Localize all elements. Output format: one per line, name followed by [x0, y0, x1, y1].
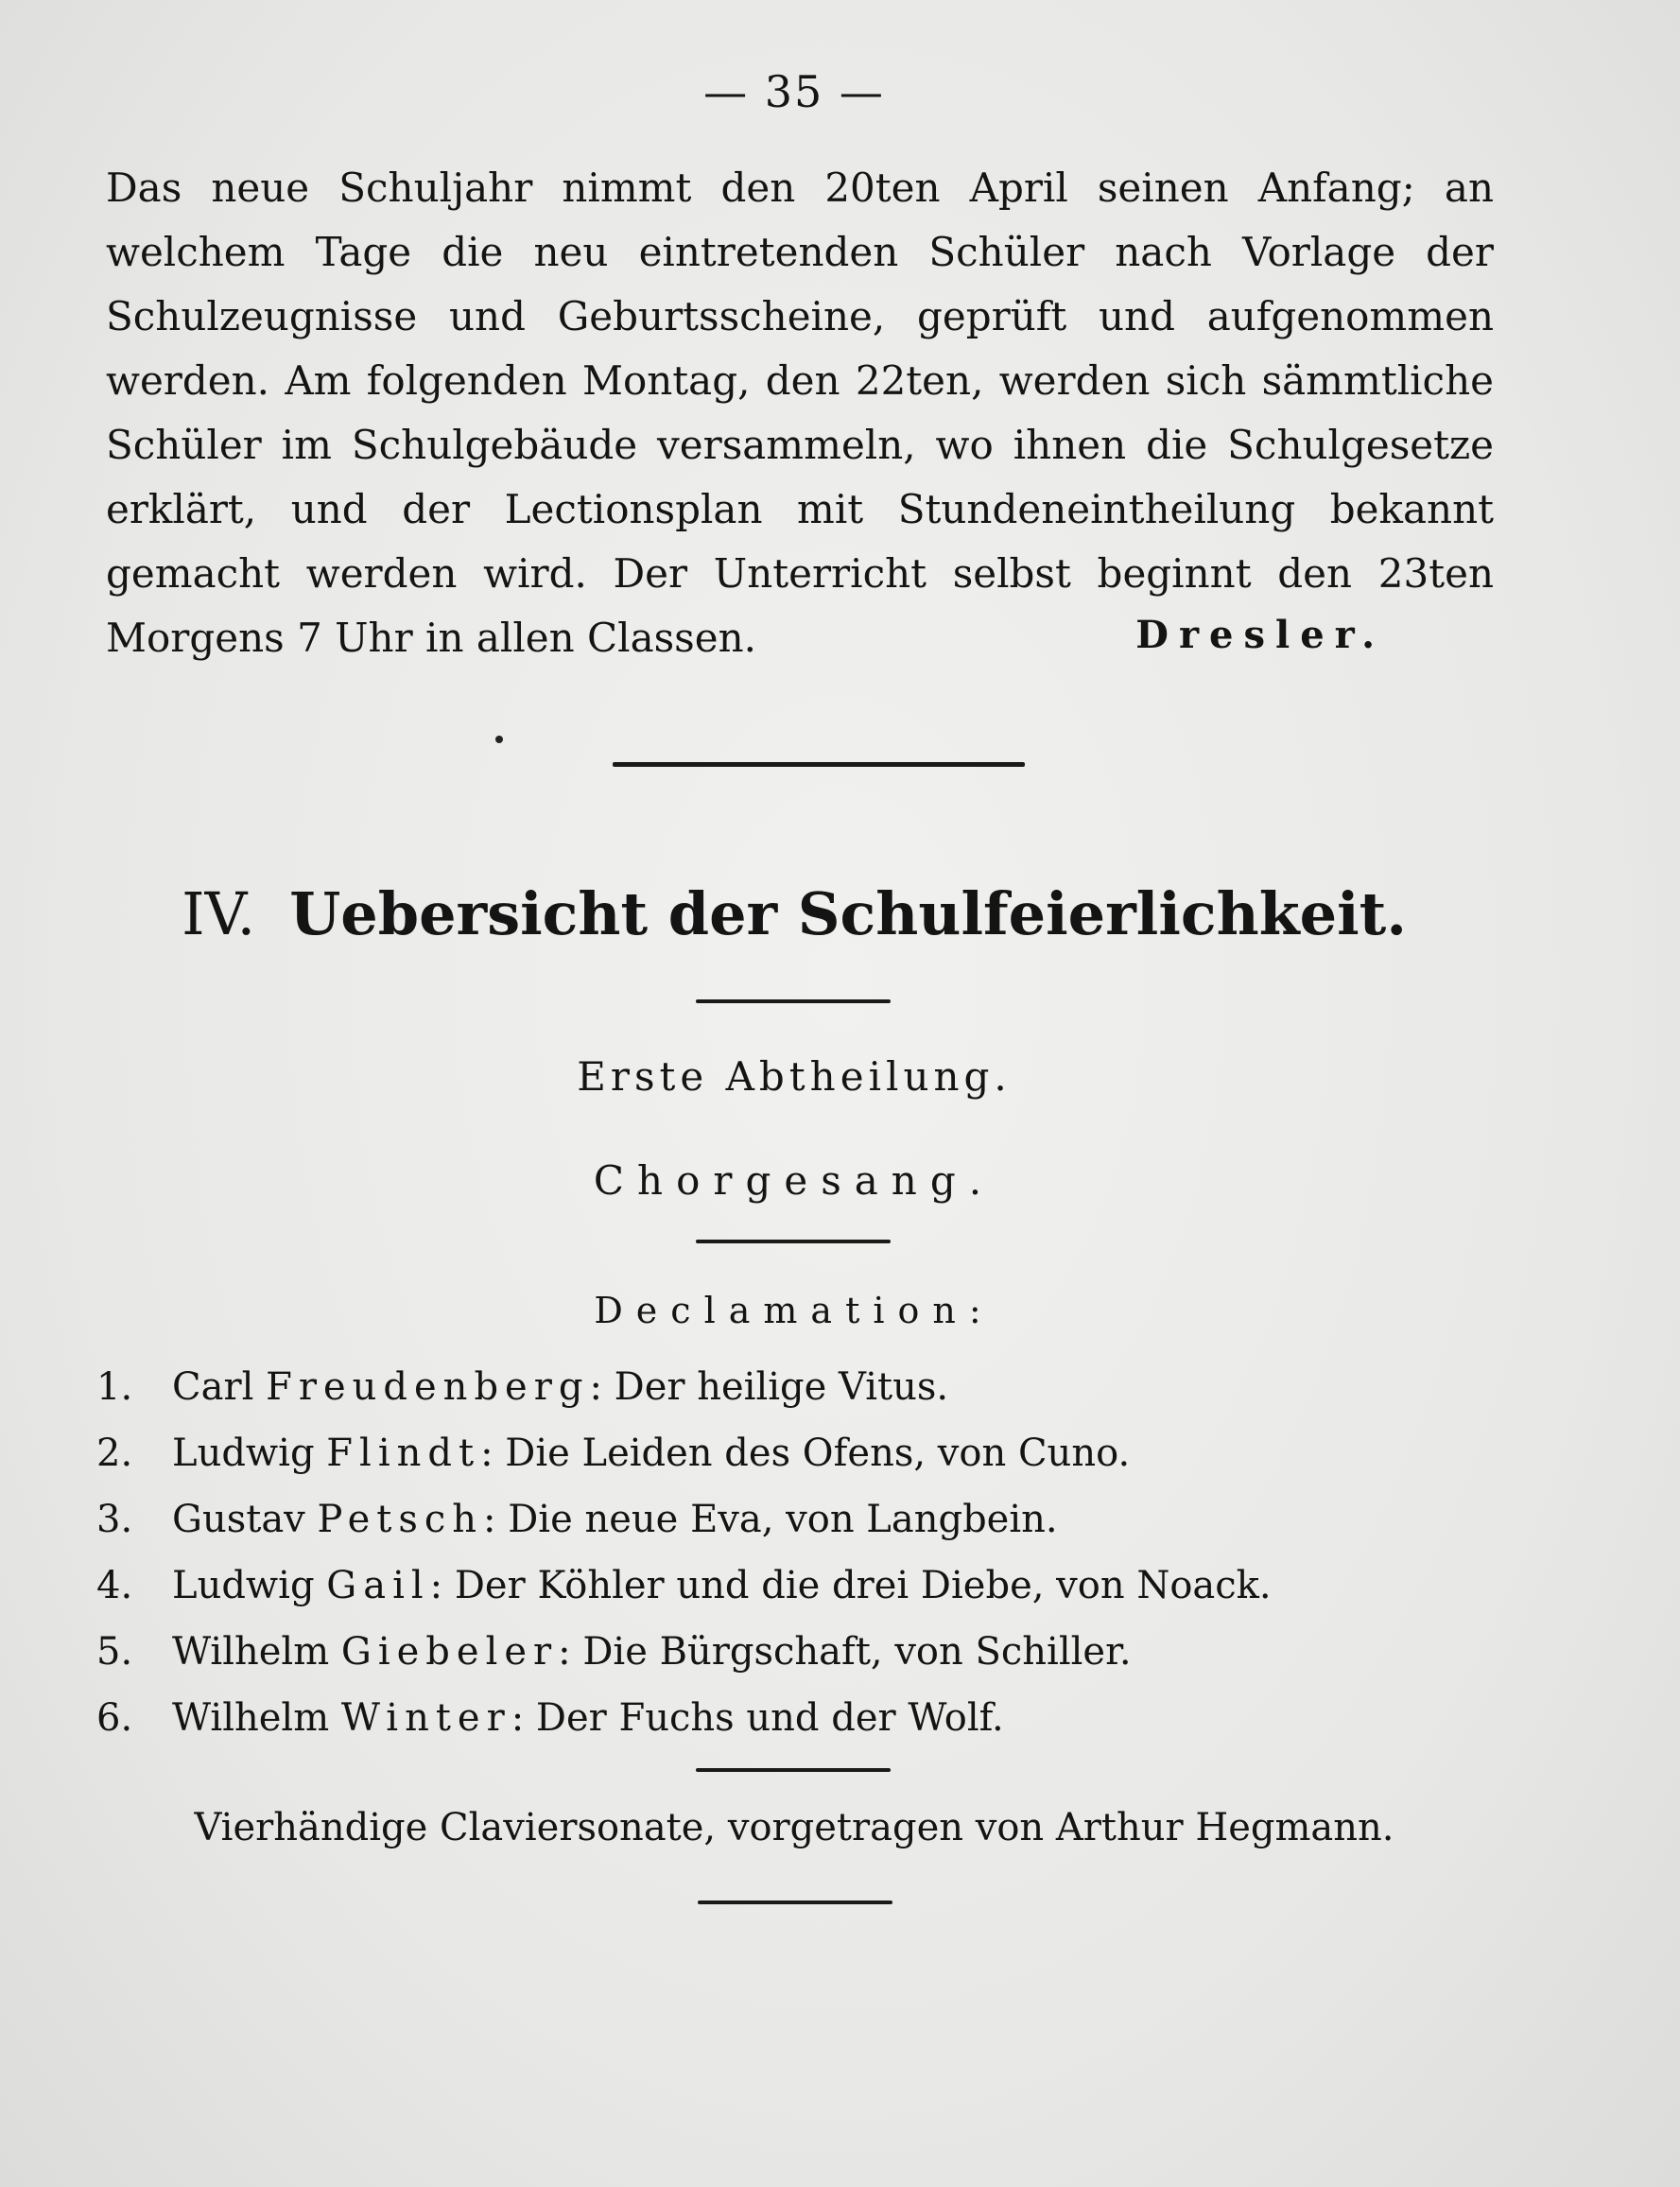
- performer-surname: Giebeler: [340, 1630, 559, 1674]
- part-heading: Erste Abtheilung.: [577, 1053, 1012, 1100]
- recited-work: : Der Köhler und die drei Diebe, von Noack.: [429, 1564, 1272, 1607]
- list-item: [96, 1486, 1439, 1553]
- recited-work: : Die Leiden des Ofens, von Cuno.: [480, 1432, 1131, 1475]
- section-divider: [613, 762, 1025, 767]
- closing-performance: Vierhändige Claviersonate, vorgetragen von Arthur Hegmann.: [194, 1806, 1394, 1849]
- announcement-paragraph: Das neue Schuljahr nimmt den 20ten April seinen Anfang; an welchem Tage die neu eintretenden Schüler nach Vorlage der Schulzeugnisse und Geburtsscheine, geprüft und aufgenommen werden. Am folgenden Montag, den 22ten, werden sich sämmtliche Schüler im Schulgebäude versammeln, wo ihnen die Schulgesetze erklärt, und der Lectionsplan mit Stundeneintheilung bekannt gemacht werden wird. Der Unterricht selbst beginnt den 23ten Morgens 7 Uhr in allen Classen.: [106, 165, 1494, 661]
- performer-surname: Winter: [340, 1696, 511, 1740]
- divider-rule: [696, 1768, 891, 1772]
- recited-work: : Die neue Eva, von Langbein.: [483, 1498, 1058, 1541]
- ink-speck: [495, 736, 503, 743]
- item-number: 5.: [96, 1630, 133, 1674]
- performer-first-name: Wilhelm: [172, 1630, 341, 1674]
- list-item: [96, 1619, 1439, 1685]
- performer-first-name: Gustav: [172, 1498, 318, 1541]
- item-number: 4.: [96, 1564, 133, 1607]
- chorus-heading: Chorgesang.: [593, 1157, 996, 1204]
- performer-first-name: Ludwig: [172, 1432, 327, 1475]
- section-title-text: Uebersicht der Schulfeierlichkeit.: [289, 879, 1407, 948]
- recited-work: : Die Bürgschaft, von Schiller.: [558, 1630, 1132, 1674]
- declamation-list: [96, 1354, 1439, 1751]
- page-number: — 35 —: [703, 66, 885, 117]
- performer-first-name: Carl: [172, 1365, 267, 1409]
- item-number: 1.: [96, 1365, 133, 1409]
- item-number: 3.: [96, 1498, 133, 1541]
- signature: Dresler.: [1135, 613, 1385, 657]
- performer-surname: Freudenberg: [266, 1365, 590, 1409]
- list-item: [96, 1420, 1439, 1486]
- performer-first-name: Ludwig: [172, 1564, 327, 1607]
- list-item: [96, 1685, 1439, 1751]
- section-numeral: IV.: [182, 879, 256, 948]
- declamation-heading: Declamation:: [594, 1290, 995, 1331]
- divider-rule: [696, 999, 891, 1003]
- divider-rule: [696, 1240, 891, 1243]
- item-number: 2.: [96, 1432, 133, 1475]
- performer-surname: Petsch: [317, 1498, 484, 1541]
- list-item: [96, 1354, 1439, 1420]
- recited-work: : Der Fuchs und der Wolf.: [511, 1696, 1004, 1740]
- recited-work: : Der heilige Vitus.: [589, 1365, 949, 1409]
- list-item: [96, 1553, 1439, 1619]
- performer-surname: Flindt: [326, 1432, 481, 1475]
- divider-rule: [698, 1901, 892, 1904]
- item-number: 6.: [96, 1696, 133, 1740]
- section-title: [0, 879, 1588, 948]
- performer-surname: Gail: [326, 1564, 430, 1607]
- performer-first-name: Wilhelm: [172, 1696, 341, 1740]
